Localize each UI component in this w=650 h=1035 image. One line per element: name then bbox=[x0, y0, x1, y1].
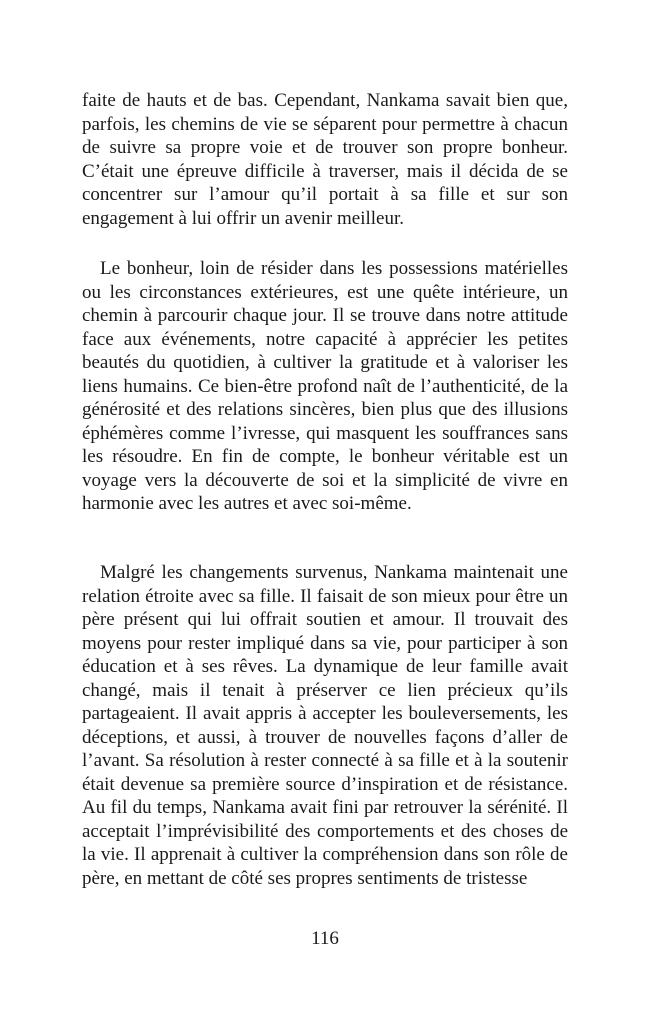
paragraph-1-text: faite de hauts et de bas. Cependant, Nankama savait bien que, parfois, les chemins de vie se séparent pour permettre à chacun de suivre sa propre voie et de trouver son propre bonheur. C’était une épreuve difficile à traverser, mais il décida de se concentrer sur l’amour qu’il portait à sa fille et sur son engagement à lui offrir un avenir meilleur. bbox=[82, 90, 568, 229]
paragraph-relationship bbox=[82, 561, 568, 890]
paragraph-continuation bbox=[82, 89, 568, 230]
paragraph-2-text: Le bonheur, loin de résider dans les possessions matérielles ou les circonstances extérieures, est une quête intérieure, un chemin à parcourir chaque jour. Il se trouve dans notre attitude face aux événements, notre capacité à apprécier les petites beautés du quotidien, à cultiver la gratitude et à valoriser les liens humains. Ce bien-être profond naît de l’authenticité, de la générosité et des relations sincères, bien plus que des illusions éphémères comme l’ivresse, qui masquent les souffrances sans les résoudre. En fin de compte, le bonheur véritable est un voyage vers la découverte de soi et la simplicité de vivre en harmonie avec les autres et avec soi-même. bbox=[82, 258, 568, 514]
page-number: 116 bbox=[311, 928, 339, 949]
paragraph-happiness bbox=[82, 257, 568, 516]
paragraph-3-text: Malgré les changements survenus, Nankama maintenait une relation étroite avec sa fille. Il faisait de son mieux pour être un père présent qui lui offrait soutien et amour. Il trouvait des moyens pour rester impliqué dans sa vie, pour participer à son éducation et à ses rêves. La dynamique de leur famille avait changé, mais il tenait à préserver ce lien précieux qu’ils partageaient. Il avait appris à accepter les bouleversements, les déceptions, et aussi, à trouver de nouvelles façons d’aller de l’avant. Sa résolution à rester connecté à sa fille et à la soutenir était devenue sa première source d’inspiration et de résistance. Au fil du temps, Nankama avait fini par retrouver la sérénité. Il acceptait l’imprévisibilité des comportements et des choses de la vie. Il apprenait à cultiver la compréhension dans son rôle de père, en mettant de côté ses propres sentiments de tristesse bbox=[82, 562, 568, 889]
